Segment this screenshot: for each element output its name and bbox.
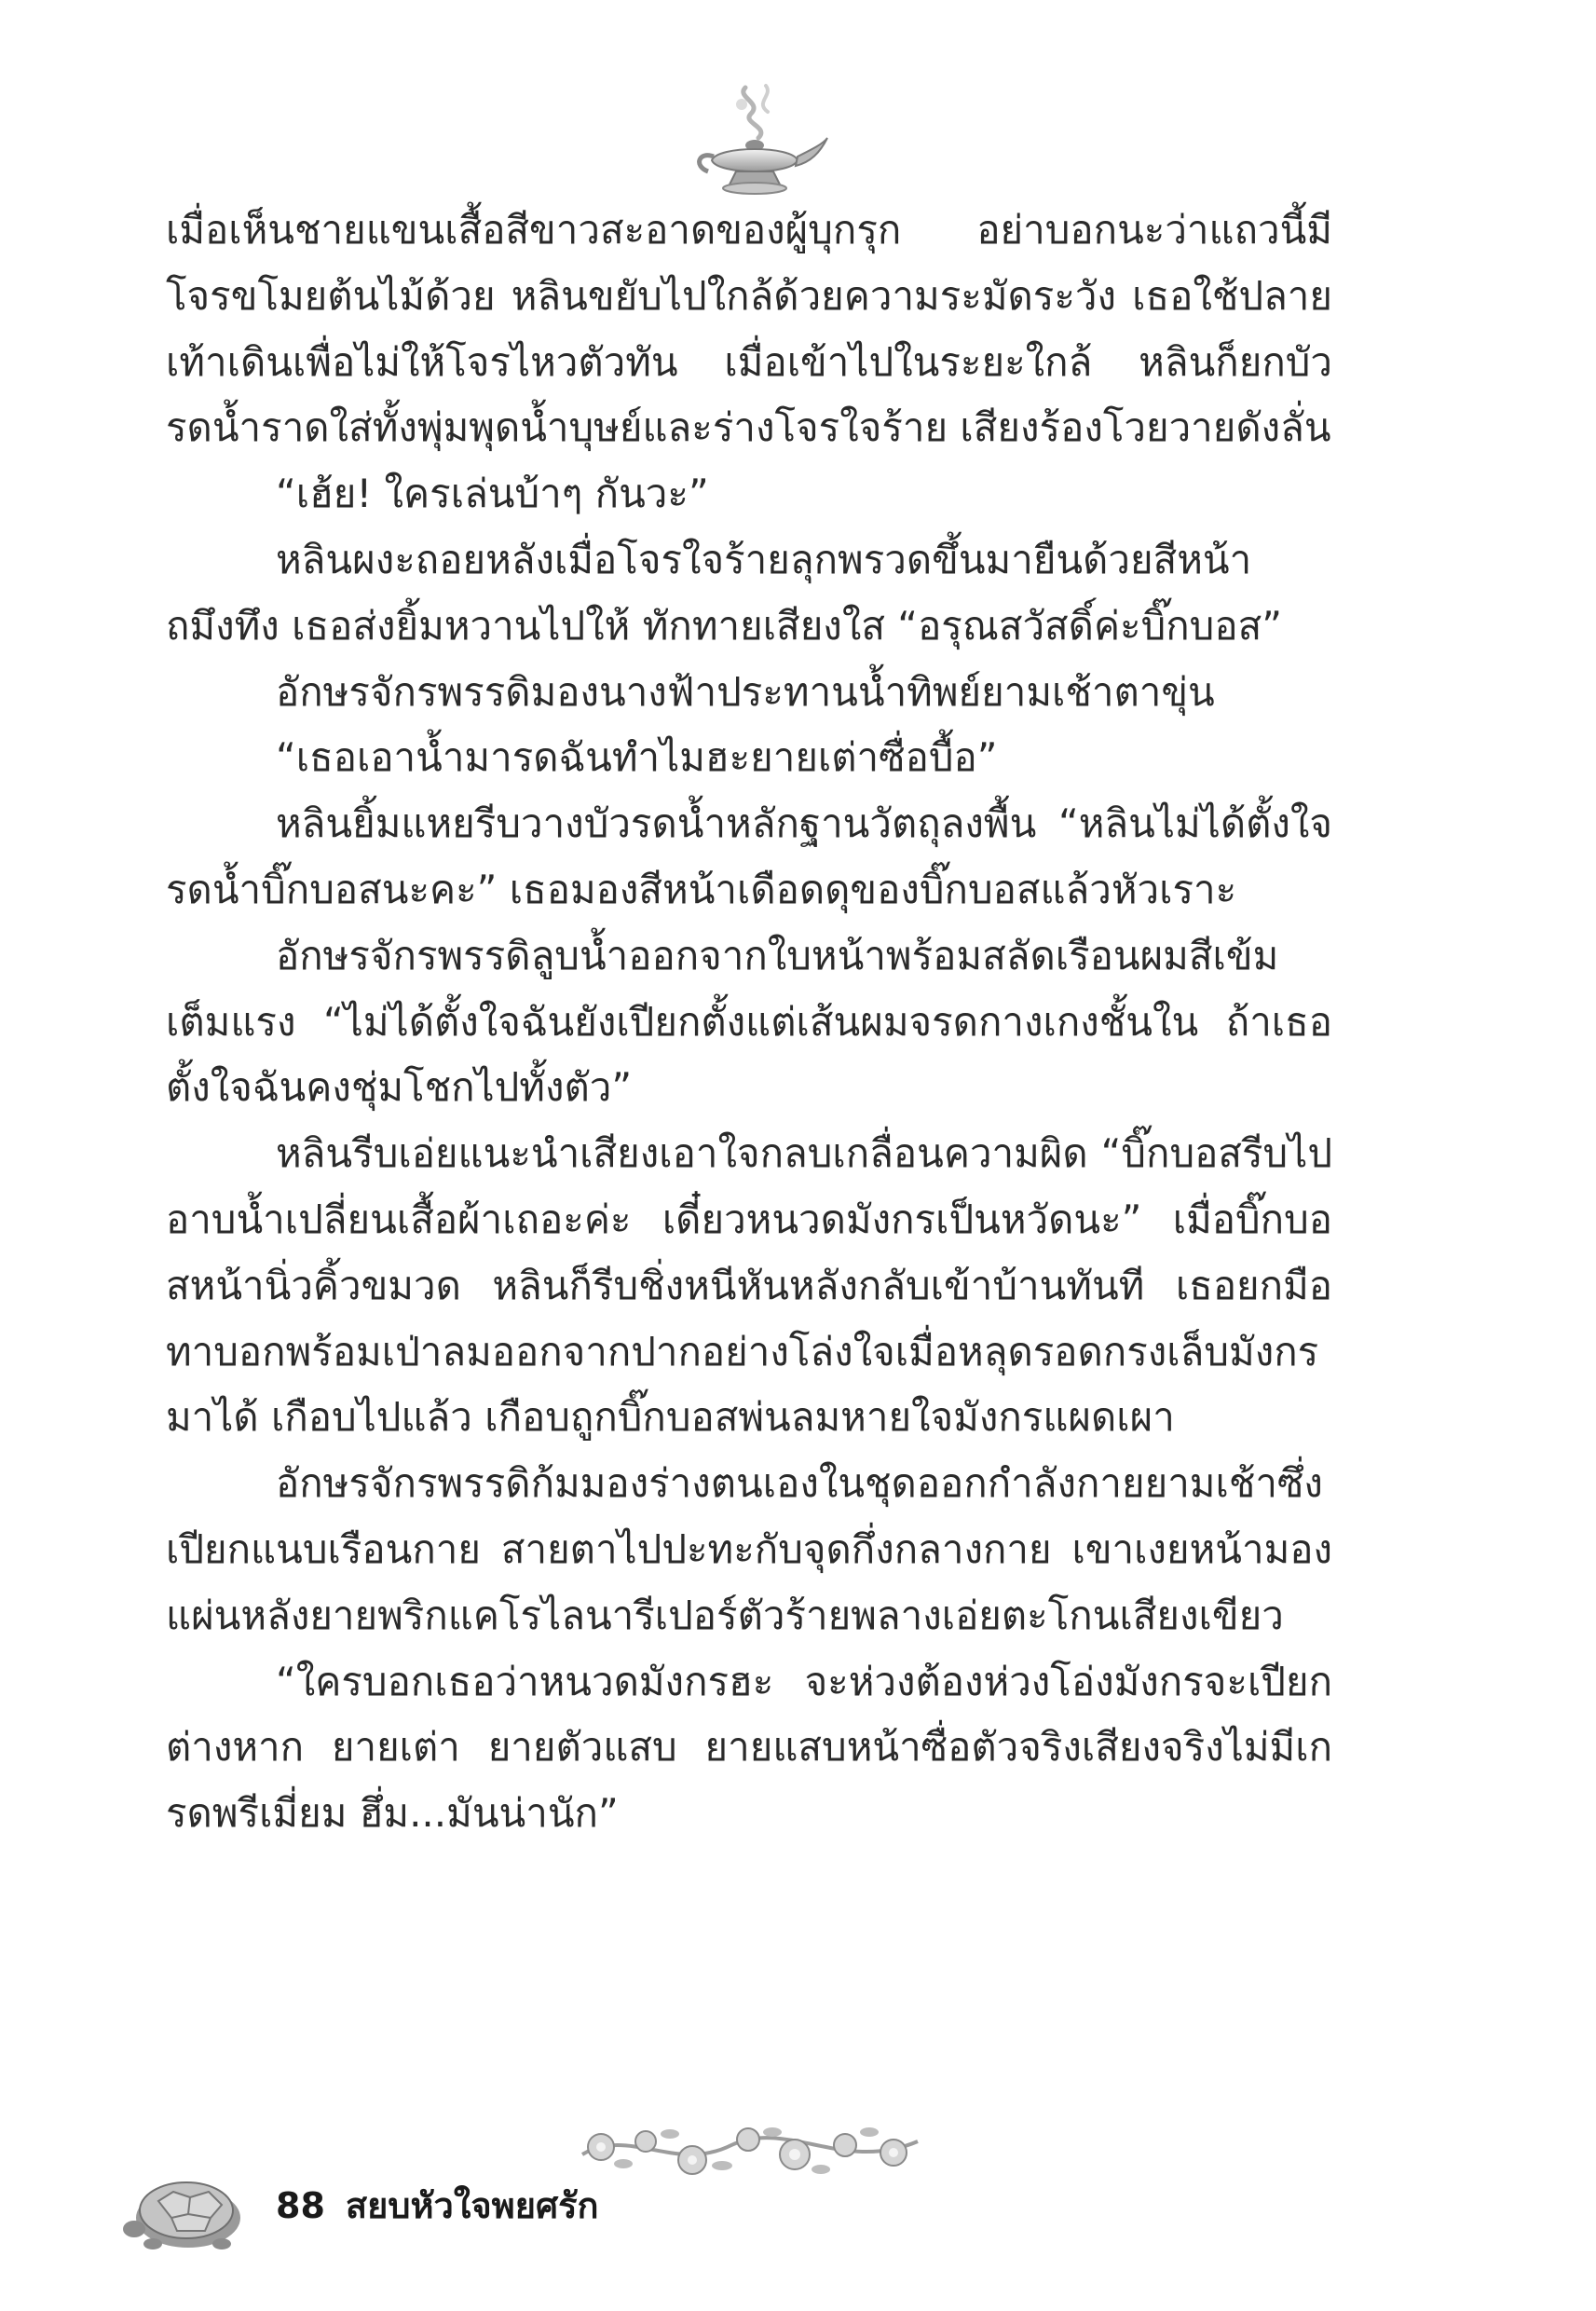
genie-lamp-icon (680, 82, 829, 198)
paragraph: “ใครบอกเธอว่าหนวดมังกรฮะ จะห่วงต้องห่วงโอ่งมังกรจะเปียกต่างหาก ยายเต่า ยายตัวแสบ ยายแสบหน้าซื่อตัวจริงเสียงจริงไม่มีเกรดพรีเมี่ยม ฮึ่ม...มันน่านัก” (166, 1658, 1332, 1837)
paragraph: หลินรีบเอ่ยแนะนำเสียงเอาใจกลบเกลื่อนความผิด “บิ๊กบอสรีบไปอาบน้ำเปลี่ยนเสื้อผ้าเถอะค่ะ เดี๋ยวหนวดมังกรเป็นหวัดนะ” เมื่อบิ๊กบอสหน้านิ่วคิ้วขมวด หลินก็รีบชิ่งหนีหันหลังกลับเข้าบ้านทันที เธอยกมือทาบอกพร้อมเป่าลมออกจากปากอย่างโล่งใจเมื่อหลุดรอดกรงเล็บมังกรมาได้ เกือบไปแล้ว เกือบถูกบิ๊กบอสพ่นลมหายใจมังกรแผดเผา (166, 1130, 1332, 1441)
paragraph: อักษรจักรพรรดิมองนางฟ้าประทานน้ำทิพย์ยามเช้าตาขุ่น (276, 668, 1215, 715)
dialogue-line: “เธอเอาน้ำมารดฉันทำไมฮะยายเต่าซื่อบื้อ” (276, 734, 998, 781)
page-footer (276, 2177, 599, 2234)
book-title: สยบหัวใจพยศรัก (345, 2185, 599, 2226)
dialogue-line: “เฮ้ย! ใครเล่นบ้าๆ กันวะ” (276, 471, 709, 517)
paragraph: อักษรจักรพรรดิลูบน้ำออกจากใบหน้าพร้อมสลัดเรือนผมสีเข้มเต็มแรง “ไม่ได้ตั้งใจฉันยังเปียกตั้งแต่เส้นผมจรดกางเกงชั้นใน ถ้าเธอตั้งใจฉันคงชุ่มโชกไปทั้งตัว” (166, 932, 1332, 1111)
floral-vine-ornament (573, 2108, 927, 2190)
turtle-icon (121, 2164, 252, 2257)
paragraph: หลินผงะถอยหลังเมื่อโจรใจร้ายลุกพรวดขึ้นมายืนด้วยสีหน้าถมึงทึง เธอส่งยิ้มหวานไปให้ ทักทายเสียงใส “อรุณสวัสดิ์ค่ะบิ๊กบอส” (166, 536, 1282, 649)
page-number: 88 (276, 2185, 325, 2226)
paragraph: เมื่อเห็นชายแขนเสื้อสีขาวสะอาดของผู้บุกรุก อย่าบอกนะว่าแถวนี้มีโจรขโมยต้นไม้ด้วย หลินขยับไปใกล้ด้วยความระมัดระวัง เธอใช้ปลายเท้าเดินเพื่อไม่ให้โจรไหวตัวทัน เมื่อเข้าไปในระยะใกล้ หลินก็ยกบัวรดน้ำราดใส่ทั้งพุ่มพุดน้ำบุษย์และร่างโจรใจร้าย เสียงร้องโวยวายดังลั่น (166, 207, 1332, 451)
paragraph: อักษรจักรพรรดิก้มมองร่างตนเองในชุดออกกำลังกายยามเช้าซึ่งเปียกแนบเรือนกาย สายตาไปปะทะกับจุดกึ่งกลางกาย เขาเงยหน้ามองแผ่นหลังยายพริกแคโรไลนารีเปอร์ตัวร้ายพลางเอ่ยตะโกนเสียงเขียว (166, 1460, 1332, 1638)
paragraph: หลินยิ้มแหยรีบวางบัวรดน้ำหลักฐานวัตถุลงพื้น “หลินไม่ได้ตั้งใจรดน้ำบิ๊กบอสนะคะ” เธอมองสีหน้าเดือดดุของบิ๊กบอสแล้วหัวเราะ (166, 800, 1332, 912)
chapter-body (166, 198, 1332, 1847)
